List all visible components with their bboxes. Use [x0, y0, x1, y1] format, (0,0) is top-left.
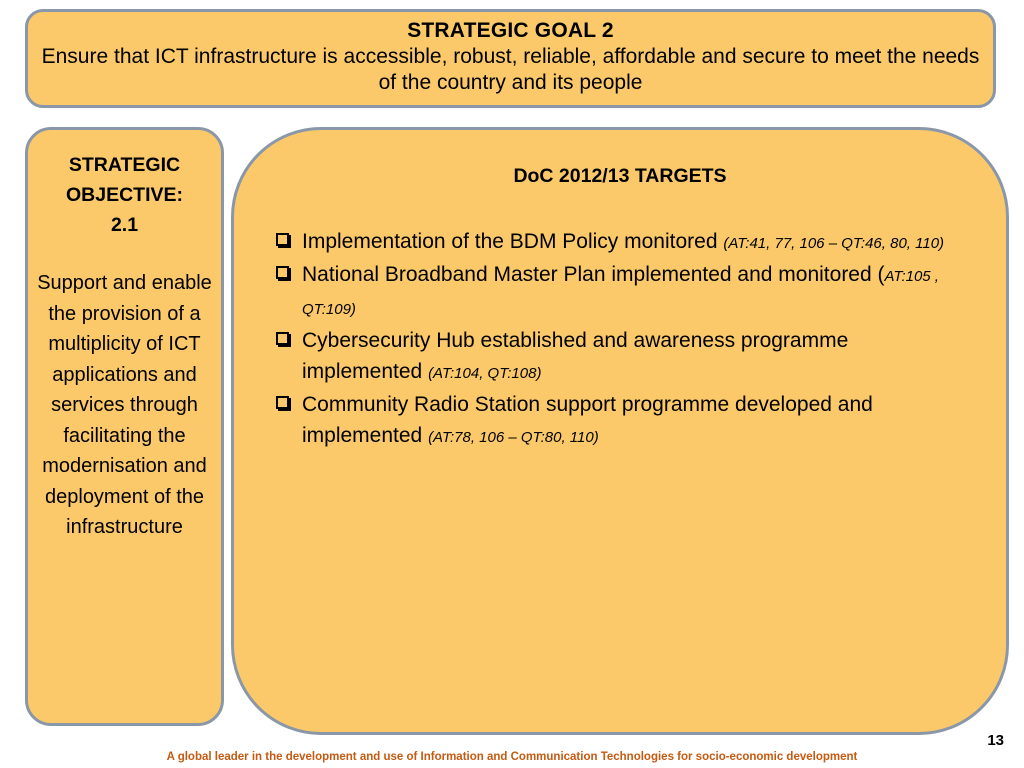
targets-box: [231, 127, 1009, 735]
target-reference: (AT:104, QT:108): [428, 365, 542, 382]
targets-title: DoC 2012/13 TARGETS: [513, 165, 727, 187]
strategic-objective-box: [25, 127, 224, 726]
target-item: [272, 226, 972, 259]
objective-title-line: STRATEGIC: [68, 154, 181, 176]
target-item: [272, 325, 972, 389]
target-text: Community Radio Station support programme developed and implemented: [302, 393, 873, 447]
strategic-goal-box: [25, 9, 996, 108]
objective-title-line: 2.1: [110, 214, 139, 236]
target-reference: AT:105 , QT:109): [302, 268, 939, 318]
checkbox-square-icon: [276, 332, 289, 345]
checkbox-square-icon: [276, 266, 289, 279]
target-text: Cybersecurity Hub established and awareness programme implemented: [302, 329, 849, 383]
target-item: [272, 389, 972, 453]
footer-tagline: A global leader in the development and use of Information and Communication Technologies for socio-economic development: [166, 751, 858, 763]
target-reference: (AT:41, 77, 106 – QT:46, 80, 110): [723, 235, 945, 252]
strategic-goal-title: STRATEGIC GOAL 2: [407, 19, 614, 42]
strategic-objective-description: Support and enable the provision of a multiplicity of ICT applications and services through facilitating the modernisation and deployment of the infrastructure: [37, 272, 212, 538]
checkbox-square-icon: [276, 233, 289, 246]
targets-list: [272, 226, 972, 453]
target-text: National Broadband Master Plan implemented and monitored (: [302, 263, 885, 286]
strategic-goal-text: Ensure that ICT infrastructure is accessible, robust, reliable, affordable and secure to meet the needs of the country and its people: [41, 45, 980, 94]
page-number: 13: [987, 732, 1004, 749]
checkbox-square-icon: [276, 396, 289, 409]
objective-title-line: OBJECTIVE:: [65, 184, 184, 206]
strategic-objective-title: [32, 150, 217, 240]
target-item: [272, 259, 972, 325]
target-reference: (AT:78, 106 – QT:80, 110): [428, 429, 599, 446]
target-text: Implementation of the BDM Policy monitored: [302, 230, 724, 253]
